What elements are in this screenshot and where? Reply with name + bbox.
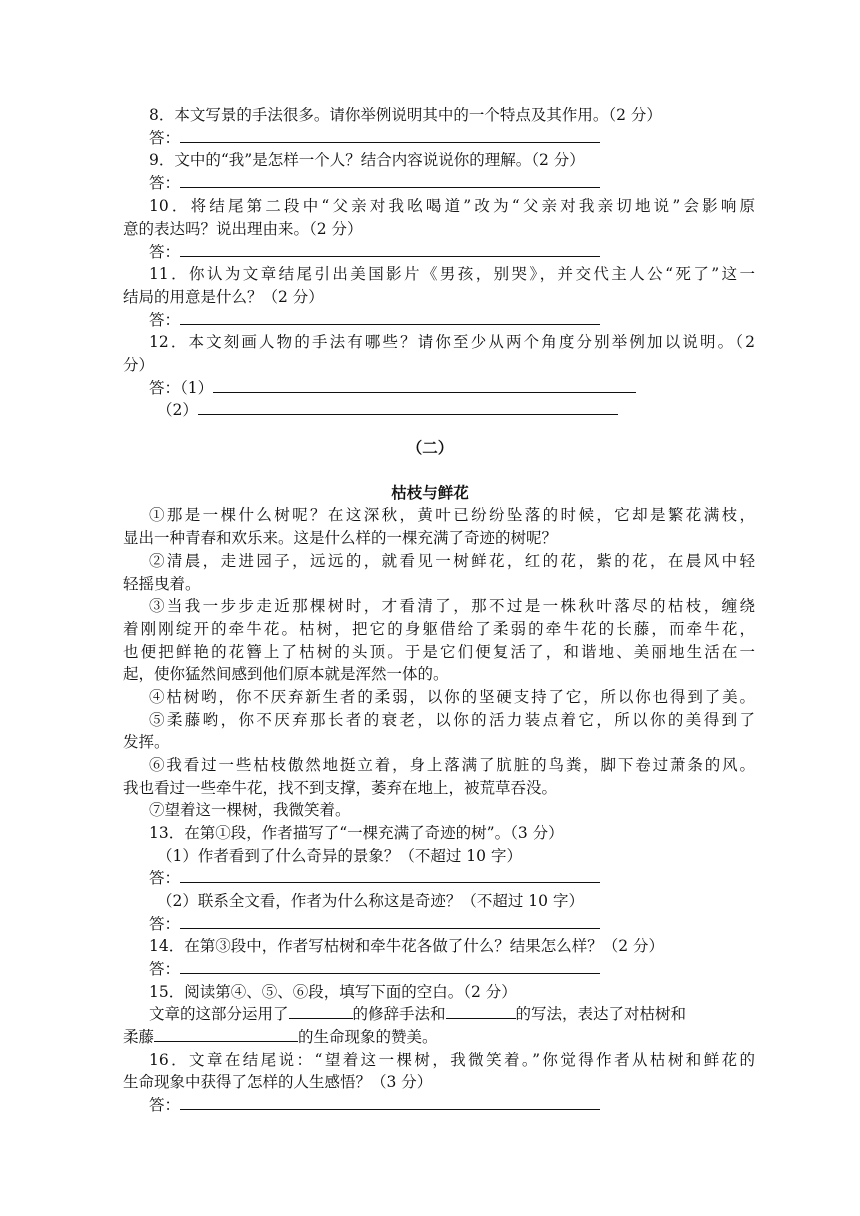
fill-text: 的修辞手法和 — [352, 1005, 446, 1023]
answer-line-9 — [149, 172, 781, 194]
question-13-2: （2）联系全文看，作者为什么称这是奇迹？（不超过 10 字） — [157, 892, 584, 910]
passage-p4: ④枯树哟，你不厌弃新生者的柔弱，以你的坚硬支持了它，所以你也得到了美。 — [149, 688, 755, 706]
question-10-line-2: 意的表达吗？说出理由来。（2 分） — [123, 220, 363, 238]
question-12-line-1: 12．本文刻画人物的手法有哪些？请你至少从两个角度分别举例加以说明。（2 — [149, 333, 755, 351]
fill-text: 柔藤 — [123, 1028, 155, 1046]
answer-label: 答： — [149, 869, 181, 887]
section-number: （二） — [406, 438, 454, 457]
answer-label: 答： — [149, 243, 181, 261]
passage-p1-line-2: 显出一种青春和欢乐来。这是什么样的一棵充满了奇迹的树呢？ — [123, 529, 558, 547]
question-12-line-2: 分） — [123, 356, 155, 374]
question-10-line-1: 10．将结尾第二段中“父亲对我吆喝道”改为“父亲对我亲切地说”会影响原 — [149, 197, 755, 215]
passage-p2-line-1: ②清晨，走进园子，远远的，就看见一树鲜花，红的花，紫的花，在晨风中轻 — [149, 552, 755, 570]
answer-blank[interactable] — [213, 377, 636, 393]
answer-line-10 — [149, 241, 781, 263]
answer-label: 答： — [149, 915, 181, 933]
question-15: 15．阅读第④、⑤、⑥段，填写下面的空白。（2 分） — [149, 983, 517, 1001]
question-13: 13．在第①段，作者描写了“一棵充满了奇迹的树”。（3 分） — [149, 824, 564, 842]
passage-p3-line-4: 起，使你猛然间感到他们原本就是浑然一体的。 — [123, 665, 449, 683]
fill-text: 的生命现象的赞美。 — [298, 1028, 438, 1046]
answer-blank[interactable] — [180, 127, 600, 143]
answer-label: 答：（1） — [149, 379, 214, 397]
answer-line-11 — [149, 309, 781, 331]
fill-text: 的写法，表达了对枯树和 — [515, 1005, 687, 1023]
answer-label: 答： — [149, 1096, 181, 1114]
answer-blank[interactable] — [180, 867, 600, 883]
passage-p3-line-1: ③当我一步步走近那棵树时，才看清了，那不过是一株秋叶落尽的枯枝，缠绕 — [149, 597, 755, 615]
answer-line-8 — [149, 127, 781, 149]
question-8: 8．本文写景的手法很多。请你举例说明其中的一个特点及其作用。（2 分） — [149, 106, 662, 124]
answer-blank[interactable] — [180, 913, 600, 929]
answer-line-13-2 — [149, 913, 781, 935]
question-9: 9．文中的“我”是怎样一个人？结合内容说说你的理解。（2 分） — [149, 151, 585, 169]
answer-line-12-2 — [157, 399, 789, 421]
answer-blank[interactable] — [180, 309, 600, 325]
passage-p1-line-1: ①那是一棵什么树呢？在这深秋，黄叶已纷纷坠落的时候，它却是繁花满枝， — [149, 506, 755, 524]
answer-line-14 — [149, 958, 781, 980]
answer-blank[interactable] — [180, 958, 600, 974]
answer-label: 答： — [149, 129, 181, 147]
passage-p3-line-3: 也便把鲜艳的花簪上了枯树的头顶。于是它们便复活了，和谐地、美丽地生活在一 — [123, 643, 755, 661]
answer-line-13-1 — [149, 867, 781, 889]
question-11-line-1: 11．你认为文章结尾引出美国影片《男孩，别哭》，并交代主人公“死了”这一 — [149, 265, 755, 283]
fill-blank-phenomenon[interactable] — [154, 1027, 298, 1042]
question-15-fill-line-1 — [149, 1003, 781, 1025]
answer-label: 答： — [149, 960, 181, 978]
answer-blank[interactable] — [180, 241, 600, 257]
question-16-line-1: 16．文章在结尾说：“望着这一棵树，我微笑着。”你觉得作者从枯树和鲜花的 — [149, 1051, 755, 1069]
passage-p2-line-2: 轻摇曳着。 — [123, 575, 201, 593]
answer-label: 答： — [149, 311, 181, 329]
answer-line-12-1 — [149, 377, 781, 399]
passage-p3-line-2: 着刚刚绽开的牵牛花。枯树，把它的身躯借给了柔弱的牵牛花的长藤，而牵牛花， — [123, 620, 755, 638]
question-14: 14．在第③段中，作者写枯树和牵牛花各做了什么？结果怎么样？（2 分） — [149, 937, 665, 955]
passage-p6-line-2: 我也看过一些牵牛花，找不到支撑，萎弃在地上，被荒草吞没。 — [123, 779, 558, 797]
passage-p7: ⑦望着这一棵树，我微笑着。 — [149, 801, 351, 819]
passage-title: 枯枝与鲜花 — [391, 483, 469, 502]
question-11-line-2: 结局的用意是什么？（2 分） — [123, 288, 324, 306]
question-13-1: （1）作者看到了什么奇异的景象？（不超过 10 字） — [157, 847, 522, 865]
passage-p5-line-2: 发挥。 — [123, 733, 170, 751]
answer-blank[interactable] — [180, 1094, 600, 1110]
answer-label: （2） — [157, 401, 198, 419]
fill-blank-technique[interactable] — [446, 1004, 516, 1019]
answer-line-16 — [149, 1094, 781, 1116]
answer-blank[interactable] — [180, 172, 600, 188]
fill-blank-rhetoric[interactable] — [289, 1004, 353, 1019]
passage-p5-line-1: ⑤柔藤哟，你不厌弃那长者的衰老，以你的活力装点着它，所以你的美得到了 — [149, 711, 755, 729]
answer-label: 答： — [149, 174, 181, 192]
question-15-fill-line-2 — [123, 1026, 755, 1048]
passage-p6-line-1: ⑥我看过一些枯枝傲然地挺立着，身上落满了肮脏的鸟粪，脚下卷过萧条的风。 — [149, 756, 755, 774]
answer-blank[interactable] — [198, 399, 618, 415]
question-16-line-2: 生命现象中获得了怎样的人生感悟？（3 分） — [123, 1073, 433, 1091]
fill-text: 文章的这部分运用了 — [149, 1005, 289, 1023]
